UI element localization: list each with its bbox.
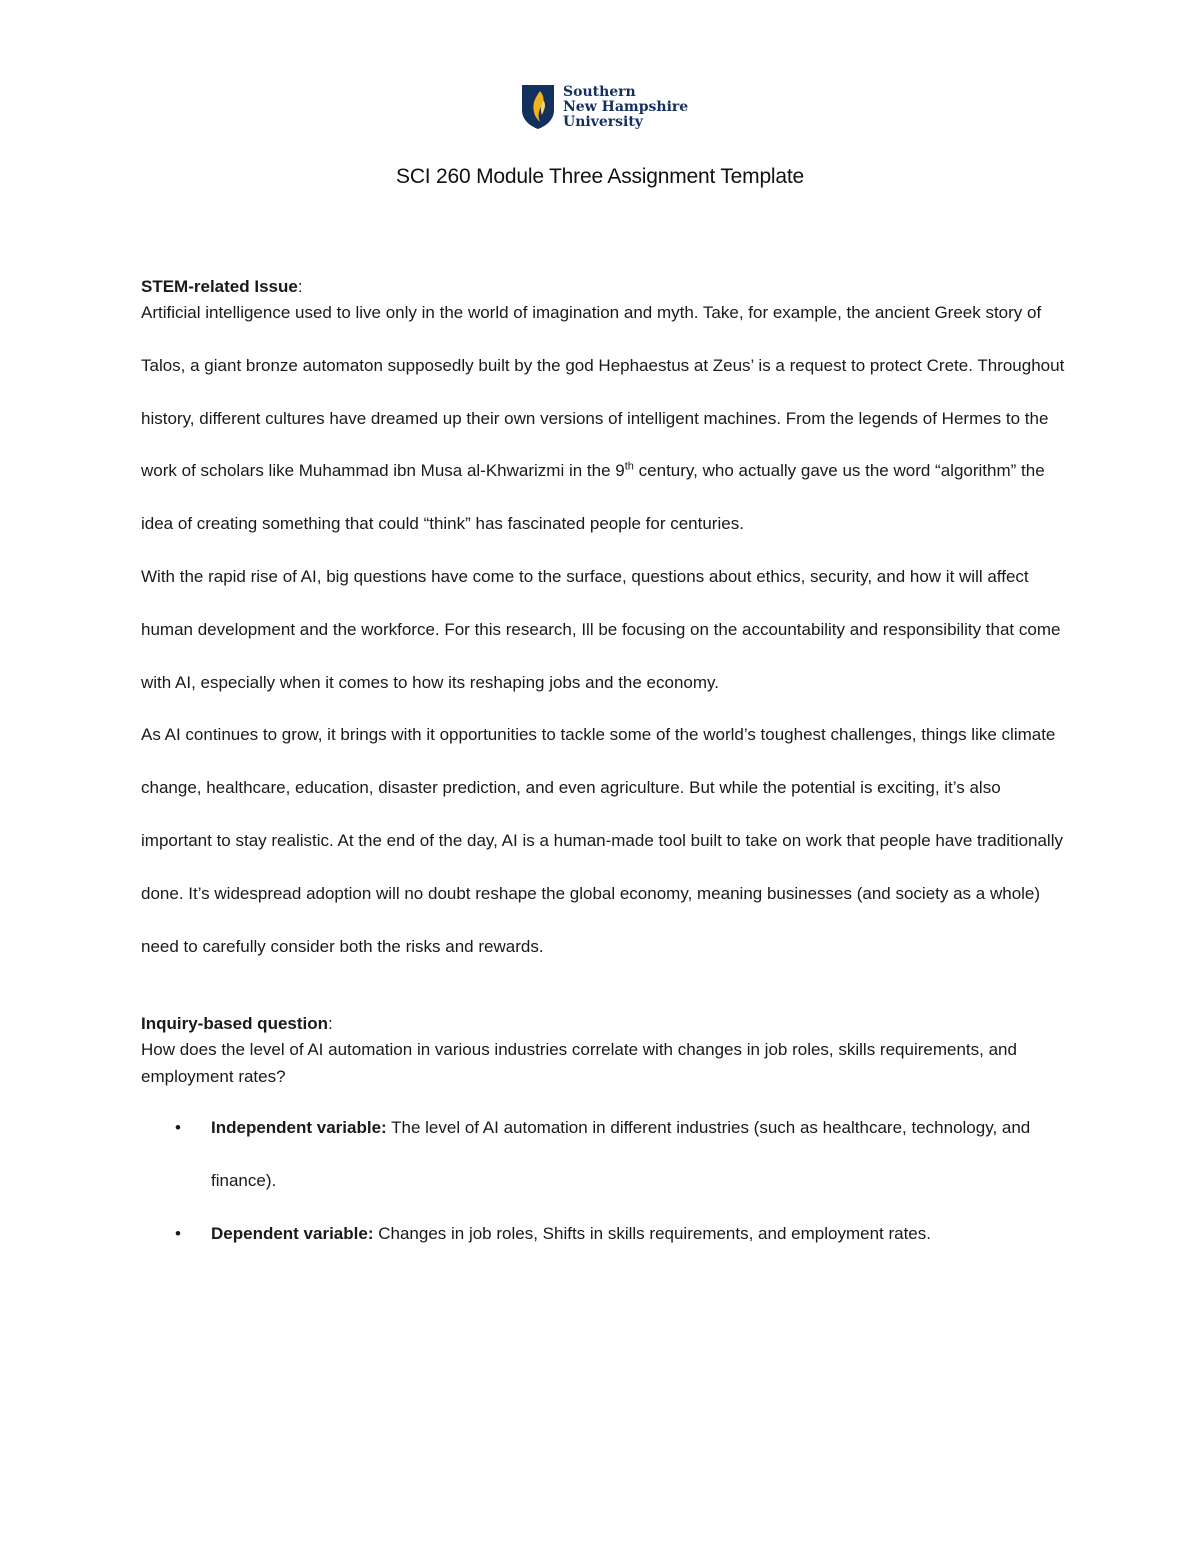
- inquiry-heading-colon: :: [328, 1014, 333, 1034]
- dependent-variable-text: Changes in job roles, Shifts in skills requirements, and employment rates.: [373, 1223, 931, 1243]
- logo-line-1: Southern: [563, 84, 636, 100]
- list-item-dependent-variable: [141, 1208, 1071, 1261]
- page-title: SCI 260 Module Three Assignment Template: [396, 165, 804, 188]
- ordinal-suffix: th: [624, 460, 634, 473]
- logo-line-2: New Hampshire: [563, 99, 689, 115]
- stem-heading-colon: :: [297, 277, 303, 296]
- stem-heading-label: STEM-related Issue: [141, 277, 298, 296]
- university-name: [563, 85, 688, 130]
- list-item-independent-variable: [141, 1102, 1071, 1208]
- stem-paragraph-3: As AI continues to grow, it brings with it opportunities to tackle some of the world’s toughest challenges, things like climate change, healthcare, education, disaster prediction, and even agriculture. But while the potential is exciting, it’s also important to stay realistic. At the end of the day, AI is a human-made tool built to take on work that people have traditionally done. It’s widespread adoption will no doubt reshape the global economy, meaning businesses (and society as a whole) need to carefully consider both the risks and rewards.: [141, 725, 1063, 956]
- university-logo: [521, 84, 688, 130]
- inquiry-question: How does the level of AI automation in various industries correlate with changes in job roles, skills requirements, and employment rates?: [141, 1040, 1017, 1086]
- document-body: [141, 274, 1071, 1261]
- flame-shield-icon: [521, 84, 555, 130]
- logo-line-3: University: [563, 114, 643, 130]
- variables-list: [141, 1102, 1071, 1260]
- stem-paragraph-1: [141, 287, 1071, 551]
- stem-paragraph-2: With the rapid rise of AI, big questions have come to the surface, questions about ethics, security, and how it will affect human development and the workforce. For this research, Ill be focusing on the accountability and responsibility that come with AI, especially when it comes to how its reshaping jobs and the economy.: [141, 566, 1061, 692]
- bullet-icon: •: [175, 1118, 181, 1138]
- independent-variable-term: Independent variable:: [211, 1118, 387, 1138]
- stem-section: [141, 287, 1071, 973]
- inquiry-heading: [141, 1011, 1071, 1037]
- independent-variable-text: The level of AI automation in different industries (such as healthcare, technology, and finance).: [211, 1118, 1031, 1191]
- dependent-variable-term: Dependent variable:: [211, 1223, 374, 1243]
- inquiry-heading-label: Inquiry-based question: [141, 1014, 329, 1034]
- stem-paragraph-1-tail: century, who actually gave us the word “algorithm” the idea of creating something that could “think” has fascinated people for centuries.: [141, 461, 1045, 534]
- bullet-icon: •: [175, 1223, 181, 1243]
- stem-paragraph-1-text: Artificial intelligence used to live only in the world of imagination and myth. Take, for example, the ancient Greek story of Talos, a giant bronze automaton supposedly built by the god Hephaestus at Zeus’ is a request to protect Crete. Throughout history, different cultures have dreamed up their own versions of intelligent machines. From the legends of Hermes to the work of scholars like Muhammad ibn Musa al-Khwarizmi in the 9: [141, 303, 1065, 481]
